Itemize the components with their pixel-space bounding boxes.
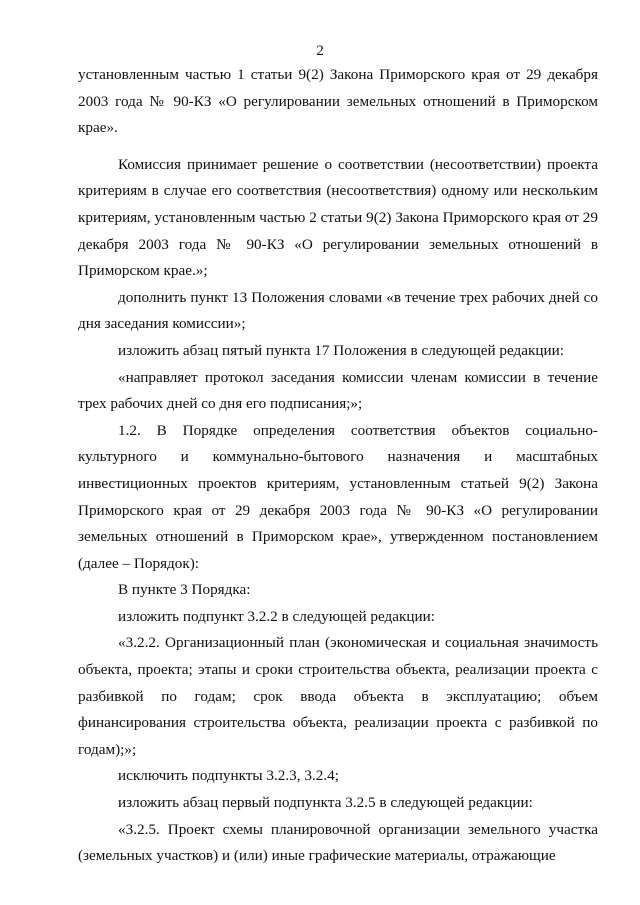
paragraph: изложить абзац пятый пункта 17 Положения в следующей редакции:: [118, 341, 564, 359]
paragraph: «3.2.5. Проект схемы планировочной организации земельного участка (земельных участков) и (или) иные графические материалы, отражающие: [78, 820, 598, 865]
paragraph: В пункте 3 Порядка:: [118, 581, 251, 599]
paragraph: дополнить пункт 13 Положения словами «в течение трех рабочих дней со дня заседания комиссии»;: [78, 288, 598, 333]
paragraph: исключить подпункты 3.2.3, 3.2.4;: [118, 767, 339, 785]
document-body: [78, 62, 598, 870]
paragraph: установленным частью 1 статьи 9(2) Закона Приморского края от 29 декабря 2003 года № 90-КЗ «О регулировании земельных отношений в Приморском крае».: [78, 66, 598, 137]
page-number: 2: [316, 42, 324, 59]
paragraph: изложить абзац первый подпункта 3.2.5 в следующей редакции:: [118, 794, 533, 812]
paragraph: изложить подпункт 3.2.2 в следующей редакции:: [118, 607, 435, 625]
paragraph: «направляет протокол заседания комиссии членам комиссии в течение трех рабочих дней со дня его подписания;»;: [78, 368, 598, 413]
paragraph: 1.2. В Порядке определения соответствия объектов социально-культурного и коммунально-бытового назначения и масштабных инвестиционных проектов критериям, установленным статьей 9(2) Закона Приморского края от 29 декабря 2003 года № 90-КЗ «О регулировании земельных отношений в Приморском крае», утвержденном постановлением (далее – Порядок):: [78, 421, 598, 572]
paragraph: Комиссия принимает решение о соответствии (несоответствии) проекта критериям в случае его соответствия (несоответствия) одному или нескольким критериям, установленным частью 2 статьи 9(2) Закона Приморского края от 29 декабря 2003 года № 90-КЗ «О регулировании земельных отношений в Приморском крае.»;: [78, 155, 598, 280]
paragraph: «3.2.2. Организационный план (экономическая и социальная значимость объекта, проекта; этапы и сроки строительства объекта, реализации проекта с разбивкой по годам; срок ввода объекта в эксплуатацию; объем финансирования строительства объекта, реализации проекта с разбивкой по годам);»;: [78, 634, 598, 758]
